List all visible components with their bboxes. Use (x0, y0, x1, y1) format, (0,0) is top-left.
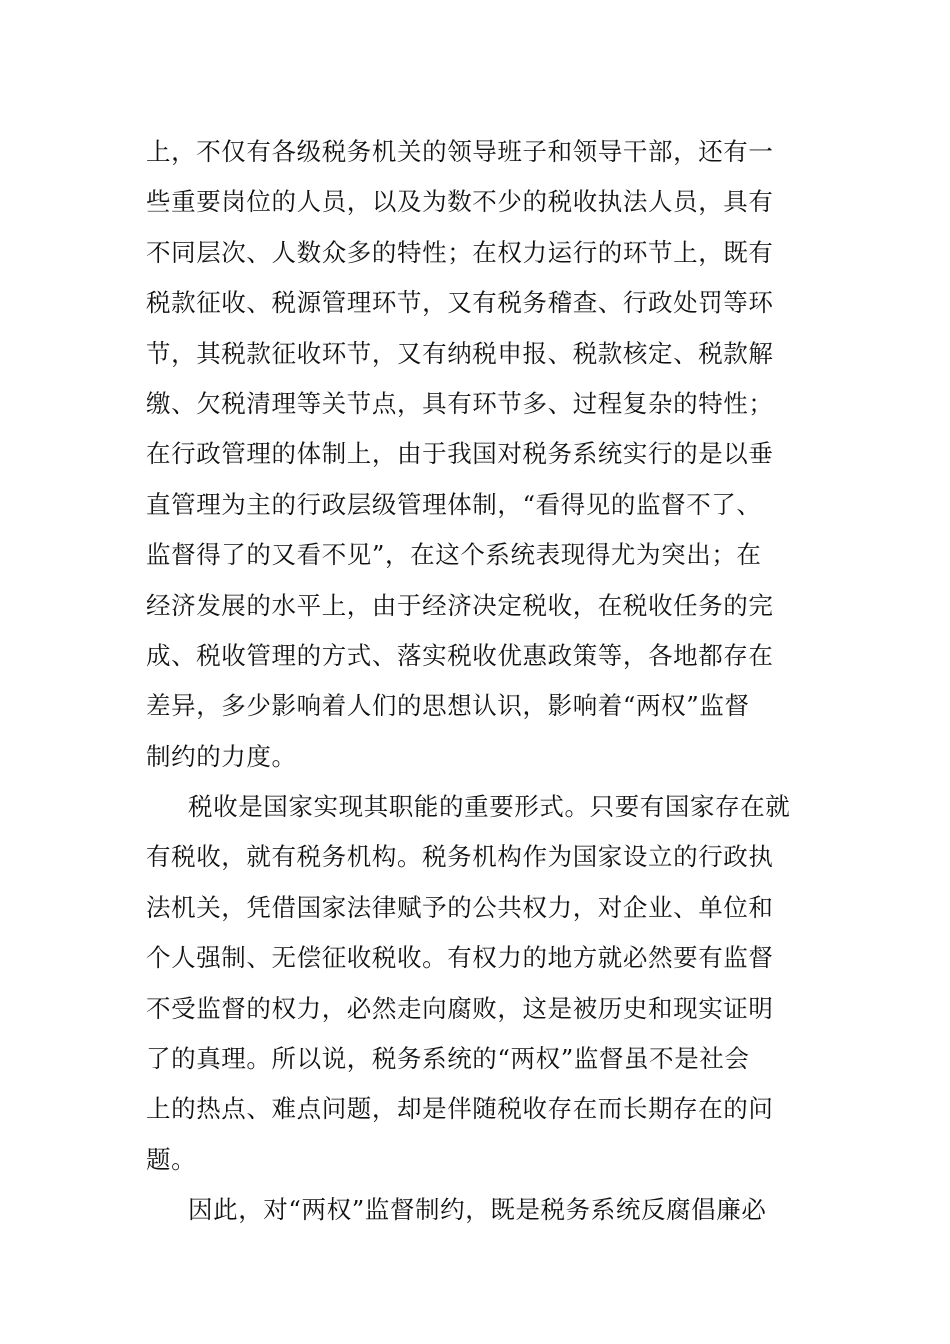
text-line: 个人强制、无偿征收税收。有权力的地方就必然要有监督 (146, 943, 774, 973)
paragraph-first-line: 因此，对“两权”监督制约，既是税务系统反腐倡廉必 (188, 1195, 767, 1225)
text-line: 缴、欠税清理等关节点，具有环节多、过程复杂的特性； (146, 388, 774, 418)
text-line: 制约的力度。 (146, 741, 297, 771)
text-line: 有税收，就有税务机构。税务机构作为国家设立的行政执 (146, 842, 774, 872)
text-line: 税款征收、税源管理环节，又有税务稽查、行政处罚等环 (146, 288, 774, 318)
text-line: 些重要岗位的人员，以及为数不少的税收执法人员，具有 (146, 187, 774, 217)
text-line: 了的真理。所以说，税务系统的“两权”监督虽不是社会 (146, 1044, 750, 1074)
text-line: 节，其税款征收环节，又有纳税申报、税款核定、税款解 (146, 338, 774, 368)
text-line: 经济发展的水平上，由于经济决定税收，在税收任务的完 (146, 590, 774, 620)
text-line: 不受监督的权力，必然走向腐败，这是被历史和现实证明 (146, 993, 774, 1023)
text-line: 法机关，凭借国家法律赋予的公共权力，对企业、单位和 (146, 892, 774, 922)
text-line: 监督得了的又看不见”，在这个系统表现得尤为突出；在 (146, 540, 762, 570)
text-line: 直管理为主的行政层级管理体制，“看得见的监督不了、 (146, 489, 762, 519)
text-line: 在行政管理的体制上，由于我国对税务系统实行的是以垂 (146, 439, 774, 469)
text-line: 差异，多少影响着人们的思想认识，影响着“两权”监督 (146, 691, 750, 721)
text-line: 不同层次、人数众多的特性；在权力运行的环节上，既有 (146, 237, 774, 267)
text-line: 上，不仅有各级税务机关的领导班子和领导干部，还有一 (146, 137, 774, 166)
text-line: 上的热点、难点问题，却是伴随税收存在而长期存在的问 (146, 1094, 774, 1124)
text-line: 题。 (146, 1144, 197, 1174)
paragraph-first-line: 税收是国家实现其职能的重要形式。只要有国家存在就 (188, 792, 791, 822)
body-text (146, 127, 810, 1236)
text-line: 成、税收管理的方式、落实税收优惠政策等，各地都存在 (146, 640, 774, 670)
